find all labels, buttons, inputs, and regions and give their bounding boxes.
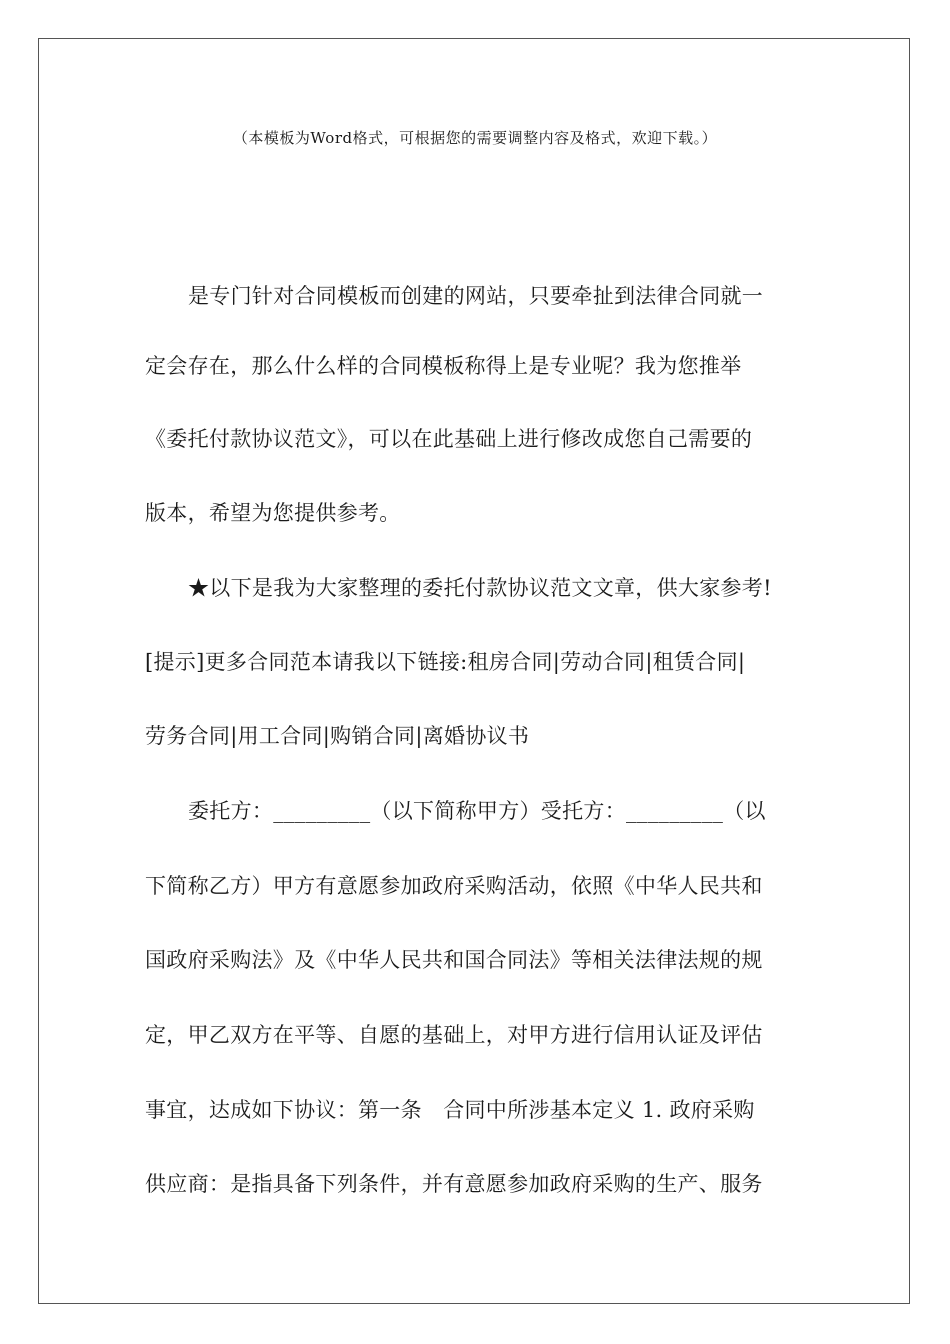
paragraph-line: ★以下是我为大家整理的委托付款协议范文文章，供大家参考! (188, 576, 772, 600)
paragraph-line: 事宜，达成如下协议：第一条 合同中所涉基本定义 1. 政府采购 (145, 1098, 755, 1122)
paragraph-line: 委托方：_________（以下简称甲方）受托方：_________（以 (188, 799, 766, 823)
paragraph-line: 国政府采购法》及《中华人民共和国合同法》等相关法律法规的规 (145, 948, 763, 972)
paragraph-line: 定会存在，那么什么样的合同模板称得上是专业呢？我为您推举 (145, 354, 742, 378)
paragraph-line: 供应商：是指具备下列条件，并有意愿参加政府采购的生产、服务 (145, 1172, 763, 1196)
paragraph-line: 劳务合同|用工合同|购销合同|离婚协议书 (145, 724, 530, 748)
paragraph-line: 是专门针对合同模板而创建的网站，只要牵扯到法律合同就一 (188, 284, 764, 308)
paragraph-line: 定，甲乙双方在平等、自愿的基础上，对甲方进行信用认证及评估 (145, 1023, 763, 1047)
template-note: （本模板为Word格式，可根据您的需要调整内容及格式，欢迎下载。） (232, 129, 718, 147)
paragraph-line: [提示]更多合同范本请我以下链接:租房合同|劳动合同|租赁合同| (145, 650, 746, 674)
paragraph-line: 版本，希望为您提供参考。 (145, 501, 401, 525)
paragraph-line: 《委托付款协议范文》，可以在此基础上进行修改成您自己需要的 (145, 427, 753, 451)
paragraph-line: 下简称乙方）甲方有意愿参加政府采购活动，依照《中华人民共和 (145, 874, 763, 898)
